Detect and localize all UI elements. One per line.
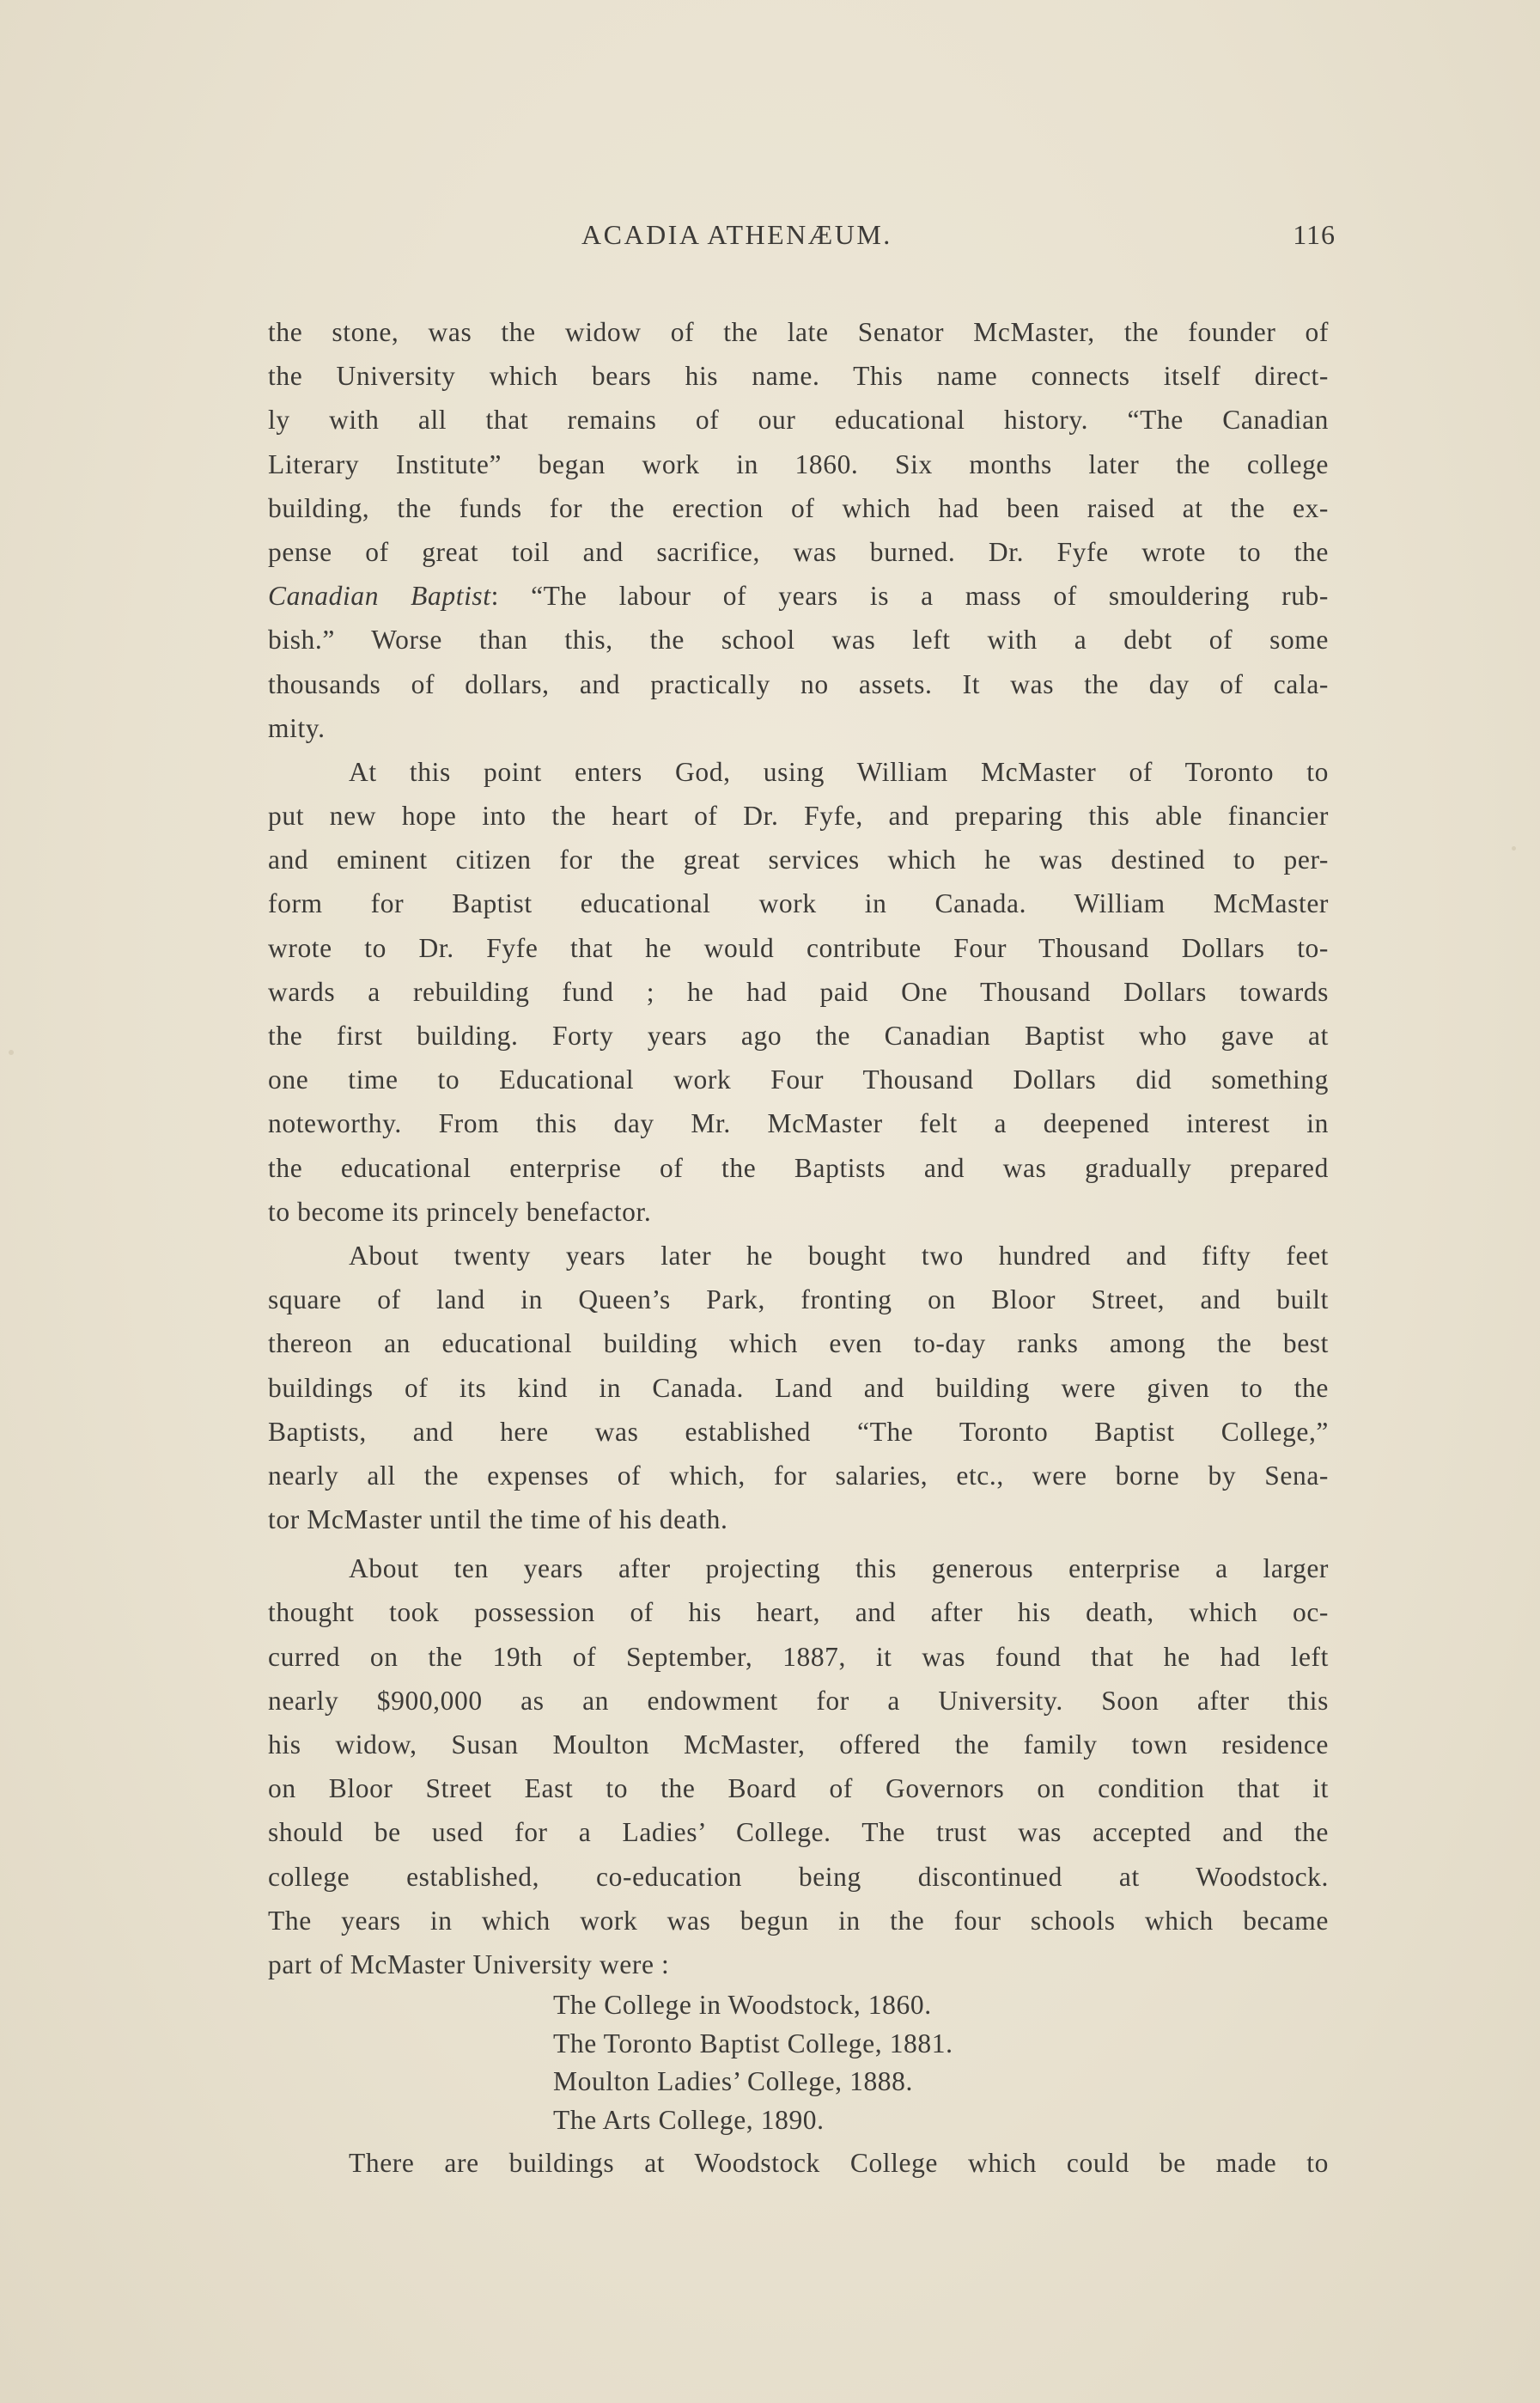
paragraph-2 xyxy=(268,750,1329,1234)
text-line: There are buildings at Woodstock College which could be made to xyxy=(349,2148,1329,2179)
text-line: the stone, was the widow of the late Senator McMaster, the founder of xyxy=(268,317,1329,347)
text-line: nearly $900,000 as an endowment for a University. Soon after this xyxy=(268,1685,1329,1716)
text-line: should be used for a Ladies’ College. The trust was accepted and the xyxy=(268,1817,1329,1848)
text-line: thousands of dollars, and practically no assets. It was the day of cala- xyxy=(268,668,1329,699)
running-header xyxy=(268,219,1336,260)
text-line: building, the funds for the erection of which had been raised at the ex- xyxy=(268,492,1329,523)
text-line: buildings of its kind in Canada. Land and building were given to the xyxy=(268,1372,1329,1403)
text-line: About ten years after projecting this generous enterprise a larger xyxy=(349,1553,1329,1584)
paper-speck xyxy=(9,1050,14,1055)
text-line: wrote to Dr. Fyfe that he would contribute Four Thousand Dollars to- xyxy=(268,932,1329,963)
paragraph-3 xyxy=(268,1234,1329,1541)
text-line: the educational enterprise of the Baptists and was gradually prepared xyxy=(268,1152,1329,1183)
text-line: square of land in Queen’s Park, fronting on Bloor Street, and built xyxy=(268,1284,1329,1315)
text-line: tor McMaster until the time of his death. xyxy=(268,1504,728,1535)
text-line: thereon an educational building which even to-day ranks among the best xyxy=(268,1328,1329,1359)
text-line: one time to Educational work Four Thousand Dollars did something xyxy=(268,1064,1329,1095)
list-item: The College in Woodstock, 1860. xyxy=(553,1990,932,2021)
text-line: noteworthy. From this day Mr. McMaster felt a deepened interest in xyxy=(268,1108,1329,1139)
list-item: Moulton Ladies’ College, 1888. xyxy=(553,2066,913,2097)
text-line: Baptists, and here was established “The Toronto Baptist College,” xyxy=(268,1416,1329,1447)
text-line: the first building. Forty years ago the Canadian Baptist who gave at xyxy=(268,1021,1329,1051)
text-line: college established, co-education being discontinued at Woodstock. xyxy=(268,1861,1329,1892)
text-line: thought took possession of his heart, and after his death, which oc- xyxy=(268,1597,1329,1628)
text-line: put new hope into the heart of Dr. Fyfe, and preparing this able financier xyxy=(268,801,1329,832)
schools-list xyxy=(268,1986,1329,2139)
page-number: 116 xyxy=(1293,219,1336,250)
article-body xyxy=(268,219,1336,2185)
paragraph-1 xyxy=(268,310,1329,750)
text-fragment: : “The labour of years is a mass of smouldering rub- xyxy=(490,581,1329,612)
list-item: The Arts College, 1890. xyxy=(553,2104,825,2135)
paragraph-5 xyxy=(268,2141,1329,2185)
text-line: curred on the 19th of September, 1887, it was found that he had left xyxy=(268,1641,1329,1672)
text-line: nearly all the expenses of which, for salaries, etc., were borne by Sena- xyxy=(268,1460,1329,1491)
text-line: pense of great toil and sacrifice, was burned. Dr. Fyfe wrote to the xyxy=(268,536,1329,567)
text-line: form for Baptist educational work in Canada. William McMaster xyxy=(268,888,1329,919)
text-line: on Bloor Street East to the Board of Governors on condition that it xyxy=(268,1773,1329,1804)
text-line: bish.” Worse than this, the school was left with a debt of some xyxy=(268,625,1329,656)
text-line: to become its princely benefactor. xyxy=(268,1196,652,1227)
text-line: wards a rebuilding fund ; he had paid One Thousand Dollars towards xyxy=(268,976,1329,1007)
text-line: his widow, Susan Moulton McMaster, offered the family town residence xyxy=(268,1729,1329,1760)
text-line: the University which bears his name. This name connects itself direct- xyxy=(268,361,1329,392)
text-line: ly with all that remains of our educational history. “The Canadian xyxy=(268,405,1329,436)
list-item: The Toronto Baptist College, 1881. xyxy=(553,2028,953,2058)
text-line: Literary Institute” began work in 1860. Six months later the college xyxy=(268,448,1329,479)
text-line xyxy=(268,574,1329,618)
italic-title: Canadian Baptist xyxy=(268,581,491,612)
paper-speck xyxy=(1512,846,1516,851)
text-line: and eminent citizen for the great services which he was destined to per- xyxy=(268,845,1329,875)
text-line: At this point enters God, using William McMaster of Toronto to xyxy=(349,756,1329,787)
text-line: part of McMaster University were : xyxy=(268,1949,670,1979)
text-line: mity. xyxy=(268,712,326,743)
text-line: About twenty years later he bought two hundred and fifty feet xyxy=(349,1240,1329,1271)
text-line: The years in which work was begun in the four schools which became xyxy=(268,1905,1329,1936)
paragraph-4 xyxy=(268,1546,1329,1986)
running-title: ACADIA ATHENÆUM. xyxy=(581,219,892,250)
